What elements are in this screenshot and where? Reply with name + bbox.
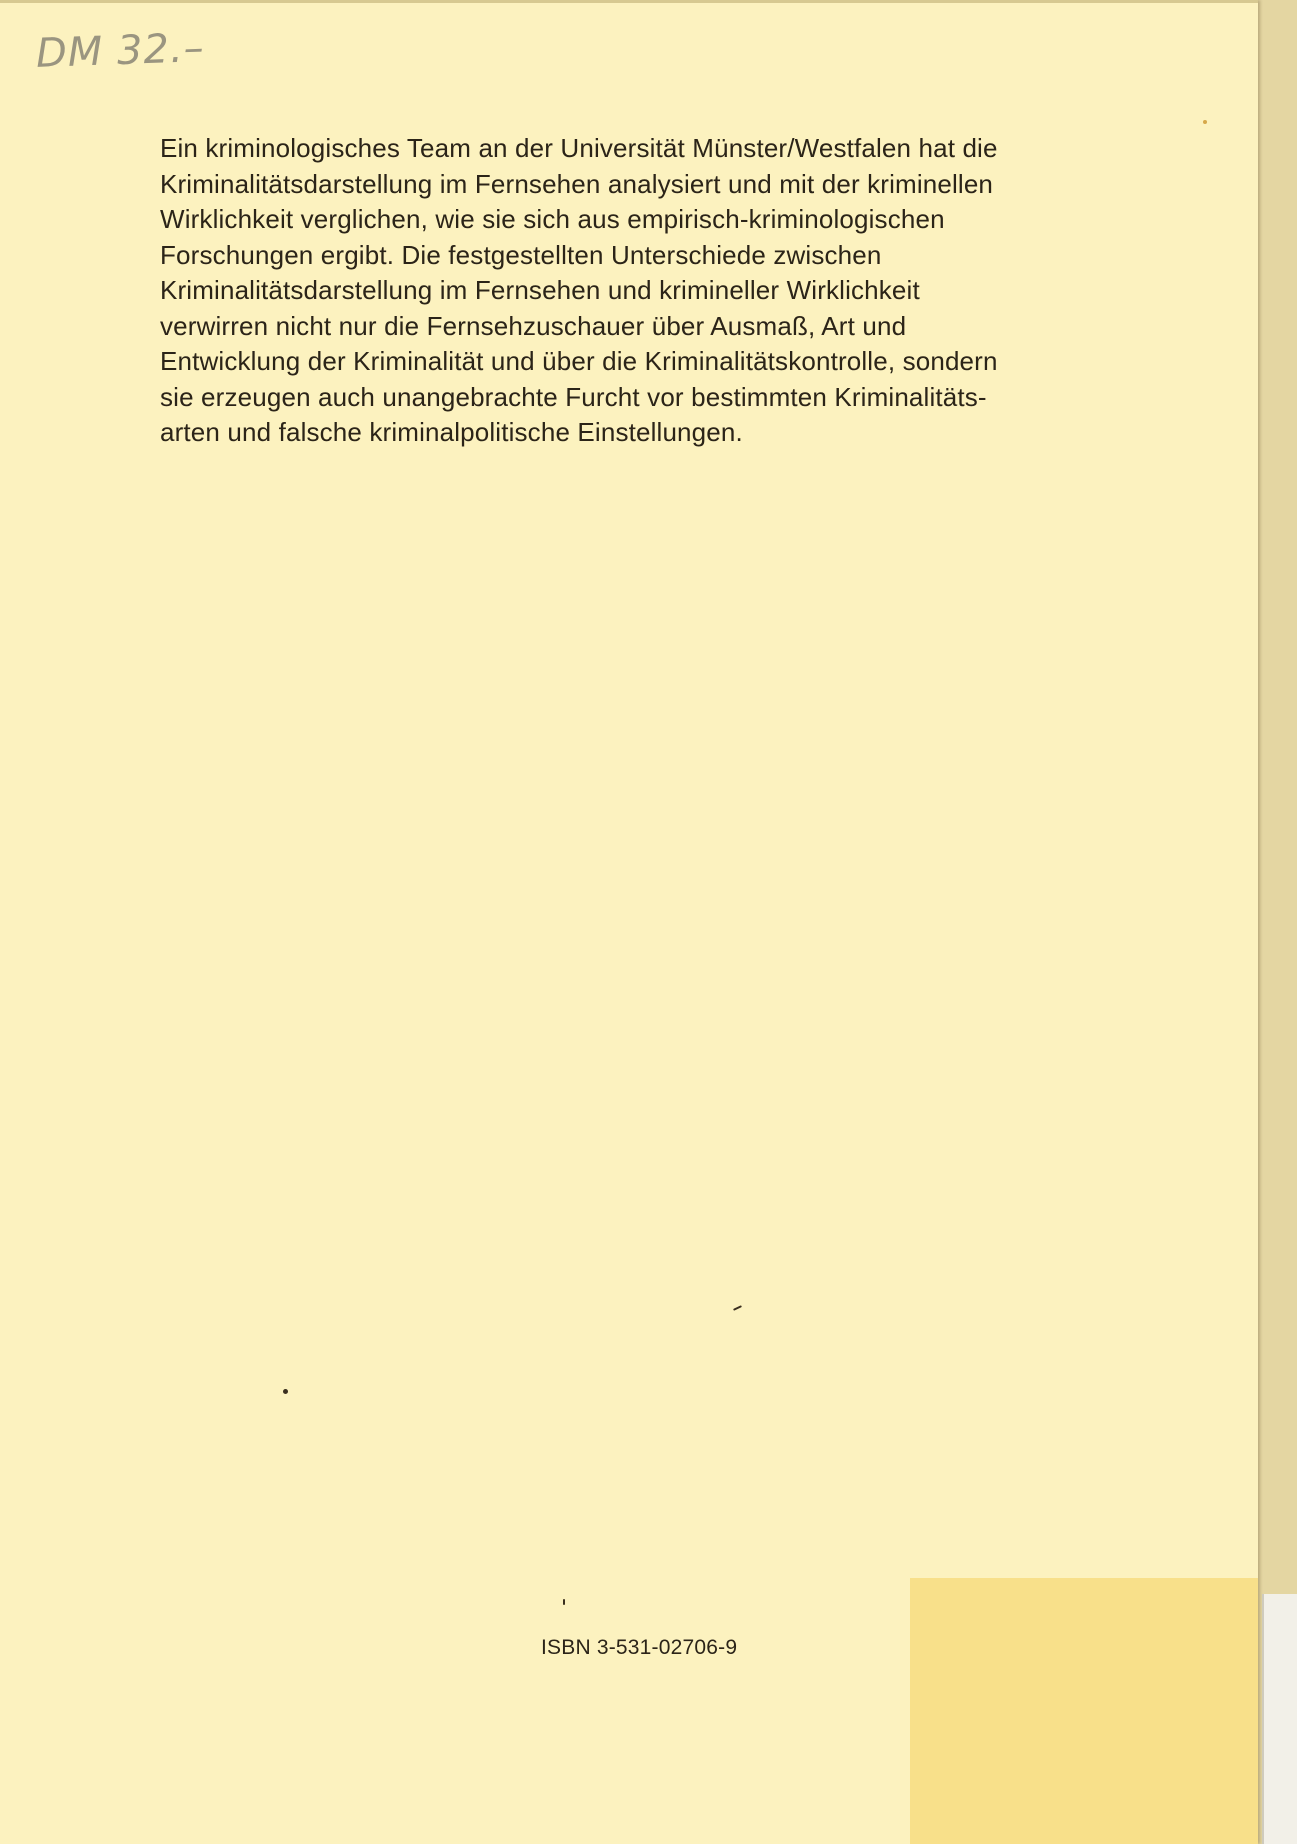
blurb-line: Kriminalitätsdarstellung im Fernsehen und krimineller Wirklichkeit (160, 275, 920, 305)
blurb-line: arten und falsche kriminalpolitische Einstellungen. (160, 417, 743, 447)
handwritten-price: DM 32.– (35, 25, 206, 77)
blurb-line: Kriminalitätsdarstellung im Fernsehen analysiert und mit der kriminellen (160, 168, 994, 199)
blurb-text (160, 131, 1170, 451)
cover-top-edge (0, 0, 1258, 3)
paper-speck (563, 1599, 565, 1605)
library-label (910, 1578, 1258, 1844)
paper-speck (733, 1305, 742, 1311)
blurb-line: Ein kriminologisches Team an der Universität Münster/Westfalen hat die (160, 133, 998, 163)
paper-speck (1203, 120, 1207, 124)
spine-tab (1262, 1594, 1297, 1844)
blurb-line: verwirren nicht nur die Fernsehzuschauer über Ausmaß, Art und (160, 310, 907, 341)
blurb-line: Entwicklung der Kriminalität und über die Kriminalitätskontrolle, sondern (160, 346, 998, 376)
blurb-line: sie erzeugen auch unangebrachte Furcht vor bestimmten Kriminalitäts- (160, 381, 987, 412)
paper-speck (283, 1389, 288, 1394)
blurb-line: Forschungen ergibt. Die festgestellten Unterschiede zwischen (160, 239, 882, 270)
isbn-number: ISBN 3-531-02706-9 (541, 1636, 738, 1659)
blurb-line: Wirklichkeit verglichen, wie sie sich aus empirisch-kriminologischen (160, 204, 945, 234)
